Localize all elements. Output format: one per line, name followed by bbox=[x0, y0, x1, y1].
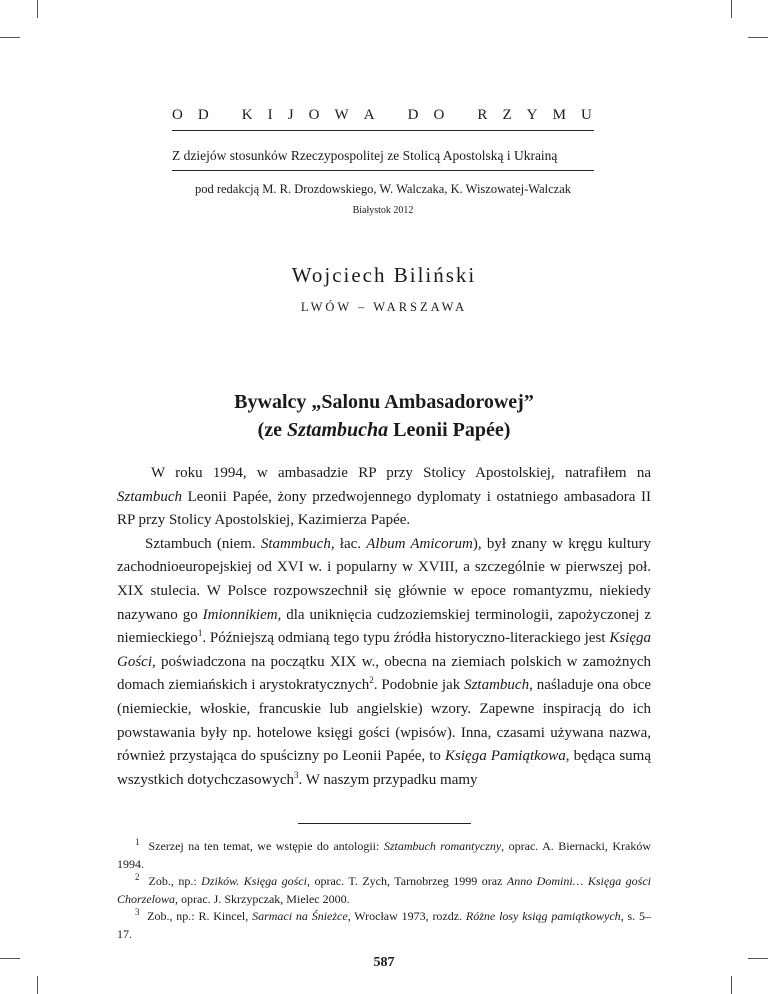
text-run: . Podobnie jak bbox=[373, 677, 465, 694]
title-text: Leonii Papée) bbox=[388, 419, 511, 441]
book-title-letter: K bbox=[241, 107, 253, 123]
text-run: Zob., np.: R. Kincel, bbox=[147, 909, 253, 924]
text-run: Szerzej na ten temat, we wstępie do antologii: bbox=[148, 839, 384, 853]
footnote-ref[interactable]: 1 bbox=[197, 628, 203, 639]
paragraph bbox=[117, 533, 651, 793]
italic-run: Album Amicorum bbox=[366, 535, 473, 552]
book-title-letter: M bbox=[552, 107, 566, 123]
text-run: W roku 1994, w ambasadzie RP przy Stolicy Apostolskiej, natrafiłem na bbox=[151, 465, 651, 481]
book-title-letter: R bbox=[477, 107, 488, 123]
article-title-line1: Bywalcy „Salonu Ambasadorowej” bbox=[234, 391, 534, 413]
footnote-rule bbox=[298, 823, 471, 824]
header-rule bbox=[172, 170, 594, 171]
text-run: , oprac. T. Zych, Tarnobrzeg 1999 oraz bbox=[306, 874, 507, 889]
italic-run: Dzików. Księga gości bbox=[201, 874, 307, 889]
text-run: , Wrocław 1973, rozdz. bbox=[347, 909, 466, 924]
text-run: Sztambuch (niem. bbox=[145, 535, 261, 552]
text-run: Zob., np.: bbox=[148, 874, 202, 889]
text-run: . W naszym przypadku mamy bbox=[298, 771, 478, 788]
text-run: , będąca sumą wszystkich dotychczasowych bbox=[117, 748, 652, 788]
author-affiliation: LWÓW – WARSZAWA bbox=[300, 300, 468, 314]
text-run: , s. 5–17. bbox=[117, 909, 651, 941]
crop-mark bbox=[748, 37, 768, 38]
article-title bbox=[0, 388, 768, 444]
italic-run: Imionnikiem bbox=[202, 606, 278, 623]
italic-run: Sarmaci na Śnieżce bbox=[252, 909, 348, 924]
book-title-letter: O bbox=[308, 107, 320, 123]
title-text: (ze bbox=[257, 419, 288, 441]
footnote-number: 2 bbox=[135, 872, 140, 883]
italic-run: Księga Gości bbox=[117, 630, 651, 670]
text-run: ), był znany w kręgu kultury zachodnioeuropejskiej od XVI w. i popularny w XVIII, a szczególnie w pierwszej poł. XIX stulecia. W Polsce rozpowszechnił się głównie w epoce romantyzmu, niekiedy nazywano go bbox=[117, 535, 651, 623]
crop-mark bbox=[37, 976, 38, 994]
text-run: Leonii Papée, żony przedwojennego dyplomaty i ostatniego ambasadora II RP przy Stolicy Apostolskiej, Kazimierza Papée. bbox=[117, 488, 651, 529]
crop-mark bbox=[731, 976, 732, 994]
book-title-letter: I bbox=[267, 107, 273, 123]
body-text bbox=[117, 462, 651, 792]
text-run: . Późniejszą odmianą tego typu źródła historyczno-literackiego jest bbox=[202, 630, 610, 647]
header-rule bbox=[172, 130, 594, 131]
book-title-letter: A bbox=[363, 107, 375, 123]
crop-mark bbox=[37, 0, 38, 18]
italic-run: Księga Pamiątkowa bbox=[445, 748, 566, 765]
book-title-letter: J bbox=[287, 107, 294, 123]
italic-run: Sztambuch bbox=[464, 677, 530, 694]
footnotes bbox=[117, 838, 651, 944]
text-run: , oprac. J. Skrzypczak, Mielec 2000. bbox=[175, 891, 350, 906]
book-title-letter: Y bbox=[526, 107, 538, 123]
author-name: Wojciech Biliński bbox=[291, 263, 477, 287]
book-title bbox=[172, 107, 592, 124]
footnote bbox=[117, 908, 651, 943]
italic-run: Sztambuch bbox=[117, 488, 182, 505]
paragraph bbox=[117, 462, 651, 533]
book-title-letter: Z bbox=[502, 107, 512, 123]
footnote bbox=[117, 838, 651, 873]
title-italic: Sztambucha bbox=[287, 419, 389, 441]
text-run: , naśladuje ona obce (niemieckie, włoskie, francuskie lub angielskie) wzory. Zapewne inspiracją do ich powstawania były np. hotelowe księgi gości (wpisów). Inna, czasami używana nazwa, również przystająca do spuścizny po Leonii Papée, to bbox=[117, 677, 652, 765]
text-run: , oprac. A. Biernacki, Kraków 1994. bbox=[117, 839, 652, 871]
book-title-letter: D bbox=[197, 107, 209, 123]
page-number: 587 bbox=[373, 955, 395, 970]
publication-place: Białystok 2012 bbox=[352, 205, 414, 216]
editors-line: pod redakcją M. R. Drozdowskiego, W. Walczaka, K. Wiszowatej-Walczak bbox=[194, 182, 572, 196]
footnote-ref[interactable]: 3 bbox=[294, 769, 299, 780]
book-title-letter: W bbox=[334, 107, 349, 123]
book-title-letter: O bbox=[433, 107, 445, 123]
book-title-letter: U bbox=[580, 107, 592, 123]
italic-run: Różne losy ksiąg pamiątkowych bbox=[465, 909, 621, 924]
text-run: , dla uniknięcia cudzoziemskiej terminologii, zapożyczonej z niemieckiego bbox=[117, 606, 651, 647]
italic-run: Sztambuch romantyczny bbox=[383, 839, 502, 853]
article-title-line2 bbox=[0, 416, 768, 444]
footnote-number: 3 bbox=[135, 907, 140, 918]
italic-run: Stammbuch bbox=[260, 535, 331, 552]
italic-run: Anno Domini… Księga gości Chorzelowa bbox=[117, 874, 652, 906]
footnote-ref[interactable]: 2 bbox=[369, 675, 374, 686]
book-title-letter: O bbox=[172, 107, 183, 123]
book-subtitle: Z dziejów stosunków Rzeczypospolitej ze Stolicą Apostolską i Ukrainą bbox=[172, 148, 558, 163]
text-run: , łac. bbox=[330, 535, 367, 552]
footnote bbox=[117, 873, 651, 908]
footnote-number: 1 bbox=[135, 837, 140, 847]
crop-mark bbox=[0, 37, 20, 38]
text-run: , poświadczona na początku XIX w., obecna na ziemiach polskich w zamożnych domach ziemiańskich i arystokratycznych bbox=[117, 653, 651, 694]
book-title-letter: D bbox=[407, 107, 419, 123]
crop-mark bbox=[731, 0, 732, 18]
